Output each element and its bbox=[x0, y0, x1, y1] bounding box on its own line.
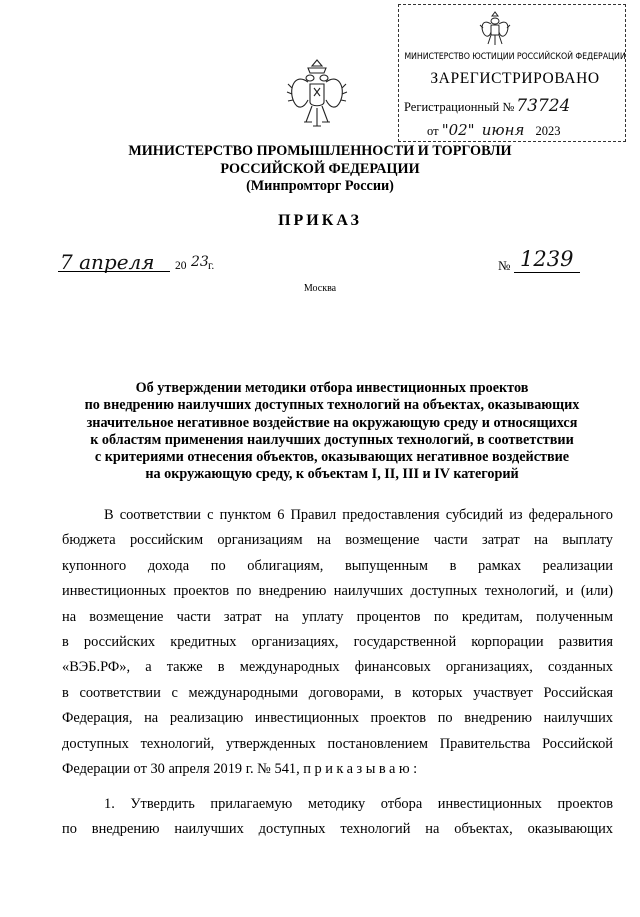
stamp-date-year: 2023 bbox=[535, 124, 561, 138]
city: Москва bbox=[303, 283, 337, 294]
year-prefix: 20 bbox=[175, 260, 187, 272]
body-line: инвестиционных проектов по внедрению наилучших доступных технологий, и (или) bbox=[62, 583, 613, 600]
ministry-header bbox=[0, 143, 640, 196]
body-line: «ВЭБ.РФ», а также в международных финансовых организациях, созданных bbox=[62, 659, 613, 676]
stamp-registered-title: ЗАРЕГИСТРИРОВАНО bbox=[430, 70, 600, 87]
document-type: ПРИКАЗ bbox=[278, 212, 362, 229]
title-line: к областям применения наилучших доступных технологий, в соответствии bbox=[90, 431, 574, 448]
year-handwritten: 23 bbox=[191, 254, 209, 270]
ministry-short-name: (Минпромторг России) bbox=[246, 178, 394, 194]
body-line: на возмещение части затрат на уплату процентов по кредитам, полученным bbox=[62, 608, 613, 625]
year-suffix: г. bbox=[208, 260, 215, 272]
stamp-date-prefix: от bbox=[427, 124, 439, 138]
stamp-date-month: июня bbox=[481, 121, 525, 139]
ministry-name-line2: РОССИЙСКОЙ ФЕДЕРАЦИИ bbox=[220, 160, 420, 177]
order-number-handwritten: 1239 bbox=[520, 247, 574, 271]
body-paragraph-2 bbox=[62, 792, 613, 843]
body-line-last bbox=[62, 757, 613, 782]
body-line: купонного дохода по облигациям, выпущенным в рамках реализации bbox=[62, 557, 613, 574]
body-last-start: Федерации от 30 апреля 2019 г. № 541, bbox=[62, 761, 300, 778]
body-line: по внедрению наилучших доступных технологий на объектах, оказывающих bbox=[62, 821, 613, 838]
title-line: значительное негативное воздействие на окружающую среду и относящихся bbox=[86, 414, 578, 431]
number-underline bbox=[514, 272, 580, 273]
title-line: на окружающую среду, к объектам I, II, III и IV категорий bbox=[145, 466, 519, 483]
body-line: в российских кредитных организациях, государственной корпорации развития bbox=[62, 634, 613, 651]
order-date-handwritten: 7 апреля bbox=[60, 250, 155, 274]
document-title bbox=[62, 380, 602, 484]
order-verb: приказываю: bbox=[303, 761, 421, 778]
stamp-ministry-name: МИНИСТЕРСТВО ЮСТИЦИИ РОССИЙСКОЙ ФЕДЕРАЦИИ bbox=[404, 52, 626, 62]
stamp-reg-label: Регистрационный № bbox=[404, 100, 515, 114]
stamp-reg-number: 73724 bbox=[516, 96, 571, 116]
date-underline bbox=[58, 271, 170, 272]
stamp-emblem-icon bbox=[478, 8, 512, 52]
stamp-date-day: "02" bbox=[441, 121, 475, 139]
order-number-label: № bbox=[498, 258, 511, 273]
body-line: В соответствии с пунктом 6 Правил предоставления субсидий из федерального bbox=[104, 507, 613, 523]
coat-of-arms-icon bbox=[286, 58, 348, 136]
body-line: в соответствии с международными договорами, в которых участвует Российская bbox=[62, 684, 613, 701]
title-line: с критериями отнесения объектов, оказывающих негативное воздействие bbox=[94, 449, 570, 466]
body-line: 1. Утвердить прилагаемую методику отбора инвестиционных проектов bbox=[104, 796, 613, 812]
title-line: Об утверждении методики отбора инвестиционных проектов bbox=[135, 380, 529, 396]
body-paragraph-1 bbox=[62, 503, 613, 782]
ministry-name-line1: МИНИСТЕРСТВО ПРОМЫШЛЕННОСТИ И ТОРГОВЛИ bbox=[128, 143, 512, 159]
body-line: бюджета российским организациям на возмещение части затрат на выплату bbox=[62, 532, 613, 549]
stamp-date-line bbox=[427, 121, 561, 139]
stamp-registration-line bbox=[404, 96, 570, 116]
title-line: по внедрению наилучших доступных технологий на объектах, оказывающих bbox=[84, 397, 580, 414]
body-line: Федерация, на реализацию инвестиционных проектов по внедрению наилучших bbox=[62, 710, 613, 727]
body-line: доступных технологий, утвержденных постановлением Правительства Российской bbox=[62, 735, 613, 752]
